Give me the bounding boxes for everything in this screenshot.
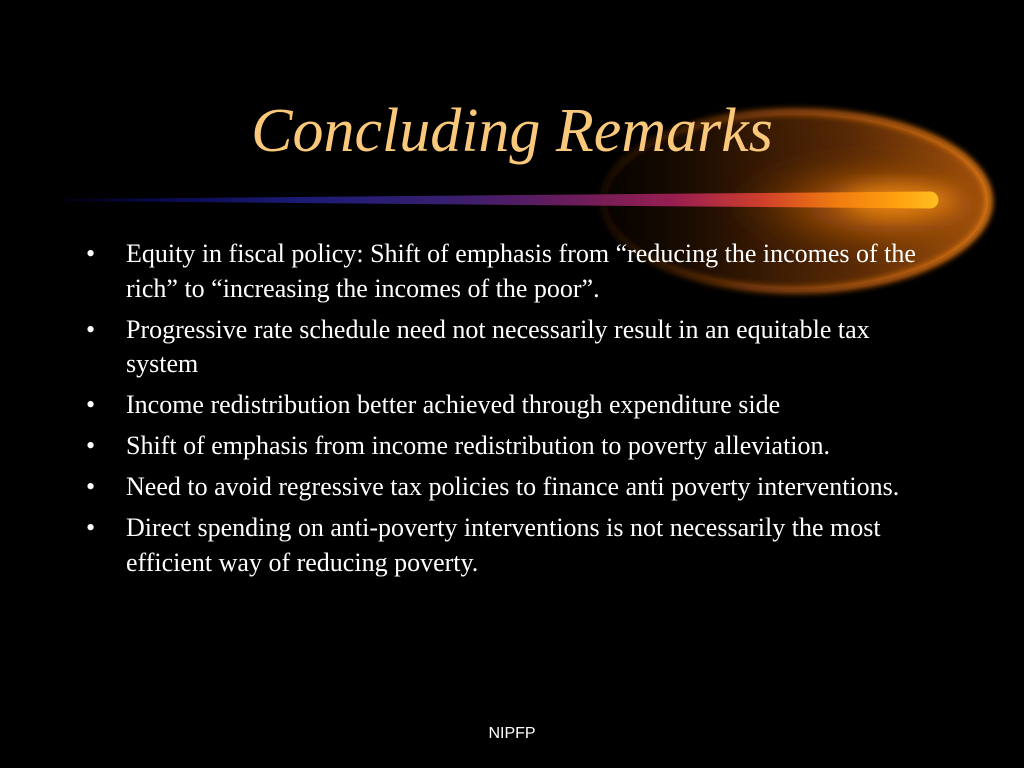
slide-title: Concluding Remarks <box>251 97 773 165</box>
bullet-text: Income redistribution better achieved through expenditure side <box>126 390 781 419</box>
bullet-text: Progressive rate schedule need not necessarily result in an equitable tax system <box>126 314 870 378</box>
bullet-text: Need to avoid regressive tax policies to finance anti poverty interventions. <box>126 472 900 501</box>
bullet-text: Direct spending on anti-poverty interventions is not necessarily the most efficient way of reducing poverty. <box>126 513 881 577</box>
bullet-item <box>0 388 1024 423</box>
bullet-text: Equity in fiscal policy: Shift of emphasis from “reducing the incomes of the rich” to “increasing the incomes of the poor”. <box>126 239 916 303</box>
bullet-list <box>0 237 1024 587</box>
bullet-text: Shift of emphasis from income redistribution to poverty alleviation. <box>126 431 831 460</box>
footer-label: NIPFP <box>488 725 536 742</box>
bullet-item <box>0 429 1024 464</box>
bullet-item <box>0 511 1024 580</box>
bullet-marker: • <box>86 239 96 268</box>
bullet-marker: • <box>86 314 96 344</box>
bullet-marker: • <box>86 431 96 460</box>
swoosh-line <box>62 192 939 209</box>
bullet-item <box>0 237 1024 306</box>
bullet-item <box>0 470 1024 505</box>
bullet-item <box>0 313 1024 382</box>
bullet-marker: • <box>86 513 96 542</box>
bullet-marker: • <box>86 472 96 501</box>
bullet-marker: • <box>86 390 96 419</box>
